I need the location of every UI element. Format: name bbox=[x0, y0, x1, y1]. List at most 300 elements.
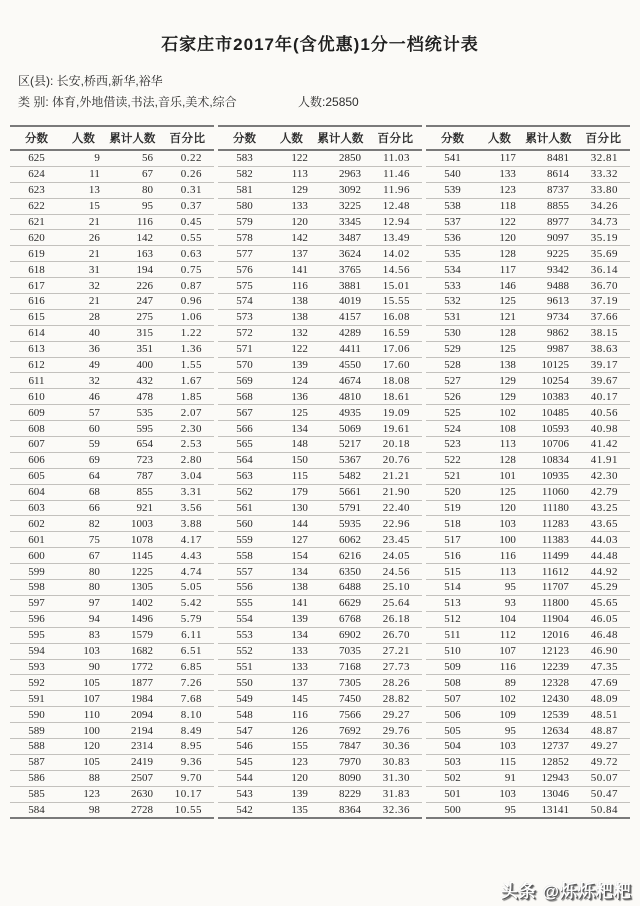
cumulative-cell: 478 bbox=[104, 389, 161, 405]
column-header: 百分比 bbox=[577, 126, 630, 150]
score-cell: 512 bbox=[426, 611, 479, 627]
score-cell: 568 bbox=[218, 389, 271, 405]
count-cell: 100 bbox=[479, 532, 520, 548]
table-row bbox=[10, 309, 214, 325]
cumulative-cell: 3881 bbox=[312, 278, 369, 294]
percent-cell: 19.61 bbox=[369, 421, 422, 437]
score-cell: 525 bbox=[426, 405, 479, 421]
cumulative-cell: 2419 bbox=[104, 754, 161, 770]
table-row bbox=[10, 532, 214, 548]
table-row bbox=[218, 198, 422, 214]
score-cell: 624 bbox=[10, 166, 63, 182]
table-row bbox=[218, 675, 422, 691]
score-cell: 542 bbox=[218, 802, 271, 818]
count-cell: 123 bbox=[63, 786, 104, 802]
score-cell: 569 bbox=[218, 373, 271, 389]
percent-cell: 49.27 bbox=[577, 738, 630, 754]
cumulative-cell: 2728 bbox=[104, 802, 161, 818]
score-cell: 511 bbox=[426, 627, 479, 643]
table-row bbox=[218, 341, 422, 357]
count-cell: 32 bbox=[63, 373, 104, 389]
table-row bbox=[426, 262, 630, 278]
table-row bbox=[218, 166, 422, 182]
table-row bbox=[218, 611, 422, 627]
table-row bbox=[10, 230, 214, 246]
table-row bbox=[10, 723, 214, 739]
column-header: 人数 bbox=[271, 126, 312, 150]
percent-cell: 40.98 bbox=[577, 421, 630, 437]
cumulative-cell: 7035 bbox=[312, 643, 369, 659]
count-cell: 125 bbox=[271, 405, 312, 421]
percent-cell: 3.88 bbox=[161, 516, 214, 532]
count-cell: 102 bbox=[479, 405, 520, 421]
cumulative-cell: 6902 bbox=[312, 627, 369, 643]
percent-cell: 21.21 bbox=[369, 468, 422, 484]
percent-cell: 50.07 bbox=[577, 770, 630, 786]
table-row bbox=[218, 643, 422, 659]
table-row bbox=[426, 389, 630, 405]
count-cell: 117 bbox=[479, 150, 520, 166]
count-cell: 116 bbox=[479, 548, 520, 564]
percent-cell: 11.96 bbox=[369, 182, 422, 198]
percent-cell: 26.18 bbox=[369, 611, 422, 627]
table-row bbox=[10, 341, 214, 357]
count-cell: 26 bbox=[63, 230, 104, 246]
percent-cell: 8.49 bbox=[161, 723, 214, 739]
percent-cell: 10.17 bbox=[161, 786, 214, 802]
cumulative-cell: 142 bbox=[104, 230, 161, 246]
percent-cell: 41.42 bbox=[577, 437, 630, 453]
cumulative-cell: 10834 bbox=[520, 452, 577, 468]
cumulative-cell: 12328 bbox=[520, 675, 577, 691]
count-cell: 115 bbox=[271, 468, 312, 484]
percent-cell: 16.59 bbox=[369, 325, 422, 341]
cumulative-cell: 9987 bbox=[520, 341, 577, 357]
percent-cell: 25.10 bbox=[369, 580, 422, 596]
cumulative-cell: 5069 bbox=[312, 421, 369, 437]
score-cell: 526 bbox=[426, 389, 479, 405]
score-cell: 614 bbox=[10, 325, 63, 341]
score-cell: 502 bbox=[426, 770, 479, 786]
column-header: 累计人数 bbox=[104, 126, 161, 150]
table-row bbox=[218, 214, 422, 230]
table-row bbox=[218, 754, 422, 770]
count-cell: 137 bbox=[271, 246, 312, 262]
cumulative-cell: 8229 bbox=[312, 786, 369, 802]
score-cell: 570 bbox=[218, 357, 271, 373]
count-cell: 11 bbox=[63, 166, 104, 182]
percent-cell: 26.70 bbox=[369, 627, 422, 643]
cumulative-cell: 1682 bbox=[104, 643, 161, 659]
score-cell: 533 bbox=[426, 278, 479, 294]
cumulative-cell: 1496 bbox=[104, 611, 161, 627]
table-row bbox=[10, 500, 214, 516]
cumulative-cell: 12943 bbox=[520, 770, 577, 786]
percent-cell: 36.70 bbox=[577, 278, 630, 294]
count-cell: 127 bbox=[271, 532, 312, 548]
cumulative-cell: 8090 bbox=[312, 770, 369, 786]
percent-cell: 5.42 bbox=[161, 595, 214, 611]
count-cell: 101 bbox=[479, 468, 520, 484]
percent-cell: 18.08 bbox=[369, 373, 422, 389]
count-cell: 150 bbox=[271, 452, 312, 468]
page-title: 石家庄市2017年(含优惠)1分一档统计表 bbox=[161, 35, 479, 54]
percent-cell: 15.55 bbox=[369, 294, 422, 310]
score-cell: 503 bbox=[426, 754, 479, 770]
cumulative-cell: 12852 bbox=[520, 754, 577, 770]
percent-cell: 0.75 bbox=[161, 262, 214, 278]
score-cell: 536 bbox=[426, 230, 479, 246]
cumulative-cell: 3092 bbox=[312, 182, 369, 198]
percent-cell: 31.30 bbox=[369, 770, 422, 786]
cumulative-cell: 1003 bbox=[104, 516, 161, 532]
percent-cell: 1.06 bbox=[161, 309, 214, 325]
percent-cell: 29.76 bbox=[369, 723, 422, 739]
count-cell: 144 bbox=[271, 516, 312, 532]
count-cell: 120 bbox=[479, 230, 520, 246]
cumulative-cell: 351 bbox=[104, 341, 161, 357]
table-row bbox=[10, 548, 214, 564]
cumulative-cell: 12123 bbox=[520, 643, 577, 659]
table-row bbox=[10, 246, 214, 262]
score-cell: 581 bbox=[218, 182, 271, 198]
count-cell: 129 bbox=[479, 389, 520, 405]
percent-cell: 47.35 bbox=[577, 659, 630, 675]
score-cell: 543 bbox=[218, 786, 271, 802]
cumulative-cell: 9862 bbox=[520, 325, 577, 341]
cumulative-cell: 11612 bbox=[520, 564, 577, 580]
score-cell: 573 bbox=[218, 309, 271, 325]
percent-cell: 48.51 bbox=[577, 707, 630, 723]
percent-cell: 17.60 bbox=[369, 357, 422, 373]
cumulative-cell: 4810 bbox=[312, 389, 369, 405]
count-cell: 146 bbox=[479, 278, 520, 294]
percent-cell: 22.40 bbox=[369, 500, 422, 516]
cumulative-cell: 4935 bbox=[312, 405, 369, 421]
percent-cell: 1.22 bbox=[161, 325, 214, 341]
percent-cell: 31.83 bbox=[369, 786, 422, 802]
tables-container bbox=[0, 125, 640, 819]
score-cell: 575 bbox=[218, 278, 271, 294]
score-cell: 519 bbox=[426, 500, 479, 516]
percent-cell: 21.90 bbox=[369, 484, 422, 500]
percent-cell: 40.56 bbox=[577, 405, 630, 421]
score-cell: 576 bbox=[218, 262, 271, 278]
count-cell: 128 bbox=[479, 325, 520, 341]
count-cell: 113 bbox=[479, 564, 520, 580]
count-cell: 126 bbox=[271, 723, 312, 739]
score-cell: 589 bbox=[10, 723, 63, 739]
percent-cell: 0.22 bbox=[161, 150, 214, 166]
table-row bbox=[218, 580, 422, 596]
percent-cell: 0.45 bbox=[161, 214, 214, 230]
column-header: 累计人数 bbox=[520, 126, 577, 150]
percent-cell: 11.03 bbox=[369, 150, 422, 166]
cumulative-cell: 3225 bbox=[312, 198, 369, 214]
table-row bbox=[218, 786, 422, 802]
count-cell: 90 bbox=[63, 659, 104, 675]
cumulative-cell: 5661 bbox=[312, 484, 369, 500]
count-cell: 123 bbox=[479, 182, 520, 198]
score-cell: 552 bbox=[218, 643, 271, 659]
cumulative-cell: 5935 bbox=[312, 516, 369, 532]
column-header: 分数 bbox=[10, 126, 63, 150]
cumulative-cell: 12430 bbox=[520, 691, 577, 707]
cumulative-cell: 5367 bbox=[312, 452, 369, 468]
count-cell: 68 bbox=[63, 484, 104, 500]
count-cell: 21 bbox=[63, 246, 104, 262]
table-row bbox=[10, 325, 214, 341]
score-cell: 547 bbox=[218, 723, 271, 739]
count-cell: 105 bbox=[63, 754, 104, 770]
percent-cell: 9.70 bbox=[161, 770, 214, 786]
count-cell: 129 bbox=[271, 182, 312, 198]
cumulative-cell: 1772 bbox=[104, 659, 161, 675]
table-row bbox=[426, 564, 630, 580]
cumulative-cell: 11707 bbox=[520, 580, 577, 596]
score-cell: 513 bbox=[426, 595, 479, 611]
cumulative-cell: 10125 bbox=[520, 357, 577, 373]
cumulative-cell: 6062 bbox=[312, 532, 369, 548]
category-line: 类 别: 体育,外地借读,书法,音乐,美术,综合 bbox=[18, 95, 237, 109]
score-cell: 523 bbox=[426, 437, 479, 453]
score-cell: 562 bbox=[218, 484, 271, 500]
cumulative-cell: 2194 bbox=[104, 723, 161, 739]
table-row bbox=[426, 659, 630, 675]
count-cell: 95 bbox=[479, 580, 520, 596]
cumulative-cell: 11283 bbox=[520, 516, 577, 532]
count-cell: 93 bbox=[479, 595, 520, 611]
percent-cell: 46.90 bbox=[577, 643, 630, 659]
table-row bbox=[218, 294, 422, 310]
score-cell: 590 bbox=[10, 707, 63, 723]
count-cell: 133 bbox=[271, 198, 312, 214]
percent-cell: 6.85 bbox=[161, 659, 214, 675]
percent-cell: 17.06 bbox=[369, 341, 422, 357]
score-cell: 507 bbox=[426, 691, 479, 707]
count-cell: 121 bbox=[479, 309, 520, 325]
count-cell: 36 bbox=[63, 341, 104, 357]
table-row bbox=[426, 325, 630, 341]
count-cell: 128 bbox=[479, 452, 520, 468]
percent-cell: 50.84 bbox=[577, 802, 630, 818]
count-cell: 97 bbox=[63, 595, 104, 611]
percent-cell: 5.05 bbox=[161, 580, 214, 596]
percent-cell: 0.55 bbox=[161, 230, 214, 246]
table-row bbox=[10, 182, 214, 198]
count-cell: 141 bbox=[271, 595, 312, 611]
cumulative-cell: 13141 bbox=[520, 802, 577, 818]
cumulative-cell: 7692 bbox=[312, 723, 369, 739]
table-row bbox=[218, 468, 422, 484]
count-cell: 60 bbox=[63, 421, 104, 437]
score-cell: 544 bbox=[218, 770, 271, 786]
percent-cell: 12.48 bbox=[369, 198, 422, 214]
count-cell: 124 bbox=[271, 373, 312, 389]
table-row bbox=[10, 452, 214, 468]
table-row bbox=[10, 166, 214, 182]
count-cell: 105 bbox=[63, 675, 104, 691]
score-cell: 616 bbox=[10, 294, 63, 310]
percent-cell: 15.01 bbox=[369, 278, 422, 294]
column-header: 累计人数 bbox=[312, 126, 369, 150]
count-cell: 49 bbox=[63, 357, 104, 373]
cumulative-cell: 2314 bbox=[104, 738, 161, 754]
cumulative-cell: 4550 bbox=[312, 357, 369, 373]
score-cell: 603 bbox=[10, 500, 63, 516]
total-count: 人数:25850 bbox=[298, 95, 359, 109]
score-cell: 596 bbox=[10, 611, 63, 627]
count-cell: 138 bbox=[479, 357, 520, 373]
percent-cell: 3.31 bbox=[161, 484, 214, 500]
count-cell: 179 bbox=[271, 484, 312, 500]
percent-cell: 13.49 bbox=[369, 230, 422, 246]
percent-cell: 39.67 bbox=[577, 373, 630, 389]
cumulative-cell: 275 bbox=[104, 309, 161, 325]
cumulative-cell: 654 bbox=[104, 437, 161, 453]
column-header: 百分比 bbox=[369, 126, 422, 150]
cumulative-cell: 7168 bbox=[312, 659, 369, 675]
score-cell: 578 bbox=[218, 230, 271, 246]
score-cell: 555 bbox=[218, 595, 271, 611]
cumulative-cell: 11800 bbox=[520, 595, 577, 611]
cumulative-cell: 8737 bbox=[520, 182, 577, 198]
cumulative-cell: 4019 bbox=[312, 294, 369, 310]
cumulative-cell: 723 bbox=[104, 452, 161, 468]
count-cell: 120 bbox=[63, 738, 104, 754]
count-cell: 66 bbox=[63, 500, 104, 516]
table-row bbox=[10, 150, 214, 166]
cumulative-cell: 10706 bbox=[520, 437, 577, 453]
count-cell: 139 bbox=[271, 357, 312, 373]
count-cell: 104 bbox=[479, 611, 520, 627]
count-cell: 102 bbox=[479, 691, 520, 707]
cumulative-cell: 56 bbox=[104, 150, 161, 166]
table-row bbox=[218, 309, 422, 325]
score-cell: 504 bbox=[426, 738, 479, 754]
score-table-middle bbox=[218, 125, 422, 819]
cumulative-cell: 11180 bbox=[520, 500, 577, 516]
table-row bbox=[10, 707, 214, 723]
score-cell: 545 bbox=[218, 754, 271, 770]
table-row bbox=[218, 150, 422, 166]
table-row bbox=[218, 659, 422, 675]
cumulative-cell: 5791 bbox=[312, 500, 369, 516]
percent-cell: 34.26 bbox=[577, 198, 630, 214]
score-cell: 622 bbox=[10, 198, 63, 214]
table-row bbox=[426, 580, 630, 596]
percent-cell: 2.07 bbox=[161, 405, 214, 421]
score-cell: 540 bbox=[426, 166, 479, 182]
score-cell: 546 bbox=[218, 738, 271, 754]
count-cell: 82 bbox=[63, 516, 104, 532]
count-cell: 115 bbox=[479, 754, 520, 770]
table-row bbox=[218, 548, 422, 564]
cumulative-cell: 163 bbox=[104, 246, 161, 262]
count-cell: 113 bbox=[271, 166, 312, 182]
score-cell: 558 bbox=[218, 548, 271, 564]
cumulative-cell: 7566 bbox=[312, 707, 369, 723]
count-cell: 122 bbox=[271, 150, 312, 166]
percent-cell: 4.74 bbox=[161, 564, 214, 580]
score-cell: 563 bbox=[218, 468, 271, 484]
count-cell: 108 bbox=[479, 421, 520, 437]
percent-cell: 8.10 bbox=[161, 707, 214, 723]
score-cell: 509 bbox=[426, 659, 479, 675]
table-row bbox=[426, 278, 630, 294]
cumulative-cell: 432 bbox=[104, 373, 161, 389]
count-cell: 107 bbox=[479, 643, 520, 659]
count-cell: 32 bbox=[63, 278, 104, 294]
table-row bbox=[10, 595, 214, 611]
score-cell: 613 bbox=[10, 341, 63, 357]
percent-cell: 38.63 bbox=[577, 341, 630, 357]
table-row bbox=[426, 675, 630, 691]
cumulative-cell: 95 bbox=[104, 198, 161, 214]
count-cell: 134 bbox=[271, 627, 312, 643]
percent-cell: 27.73 bbox=[369, 659, 422, 675]
score-cell: 532 bbox=[426, 294, 479, 310]
cumulative-cell: 2094 bbox=[104, 707, 161, 723]
score-cell: 521 bbox=[426, 468, 479, 484]
district-line: 区(县): 长安,桥西,新华,裕华 bbox=[18, 74, 163, 88]
percent-cell: 0.63 bbox=[161, 246, 214, 262]
count-cell: 94 bbox=[63, 611, 104, 627]
percent-cell: 9.36 bbox=[161, 754, 214, 770]
score-cell: 609 bbox=[10, 405, 63, 421]
count-cell: 133 bbox=[271, 659, 312, 675]
count-cell: 122 bbox=[271, 341, 312, 357]
score-cell: 600 bbox=[10, 548, 63, 564]
table-row bbox=[426, 166, 630, 182]
percent-cell: 45.29 bbox=[577, 580, 630, 596]
percent-cell: 14.56 bbox=[369, 262, 422, 278]
cumulative-cell: 10254 bbox=[520, 373, 577, 389]
table-row bbox=[218, 564, 422, 580]
cumulative-cell: 4411 bbox=[312, 341, 369, 357]
table-row bbox=[426, 786, 630, 802]
cumulative-cell: 1078 bbox=[104, 532, 161, 548]
percent-cell: 28.26 bbox=[369, 675, 422, 691]
table-row bbox=[426, 357, 630, 373]
percent-cell: 46.48 bbox=[577, 627, 630, 643]
count-cell: 69 bbox=[63, 452, 104, 468]
count-cell: 46 bbox=[63, 389, 104, 405]
table-row bbox=[218, 484, 422, 500]
score-cell: 537 bbox=[426, 214, 479, 230]
score-cell: 620 bbox=[10, 230, 63, 246]
percent-cell: 4.43 bbox=[161, 548, 214, 564]
score-cell: 574 bbox=[218, 294, 271, 310]
score-cell: 508 bbox=[426, 675, 479, 691]
score-cell: 606 bbox=[10, 452, 63, 468]
percent-cell: 33.80 bbox=[577, 182, 630, 198]
table-row bbox=[10, 611, 214, 627]
score-cell: 510 bbox=[426, 643, 479, 659]
count-cell: 128 bbox=[479, 246, 520, 262]
count-cell: 113 bbox=[479, 437, 520, 453]
score-cell: 585 bbox=[10, 786, 63, 802]
score-cell: 506 bbox=[426, 707, 479, 723]
percent-cell: 35.69 bbox=[577, 246, 630, 262]
percent-cell: 47.69 bbox=[577, 675, 630, 691]
score-table-left bbox=[10, 125, 214, 819]
cumulative-cell: 2630 bbox=[104, 786, 161, 802]
table-row bbox=[218, 357, 422, 373]
cumulative-cell: 3624 bbox=[312, 246, 369, 262]
cumulative-cell: 194 bbox=[104, 262, 161, 278]
table-row bbox=[10, 675, 214, 691]
